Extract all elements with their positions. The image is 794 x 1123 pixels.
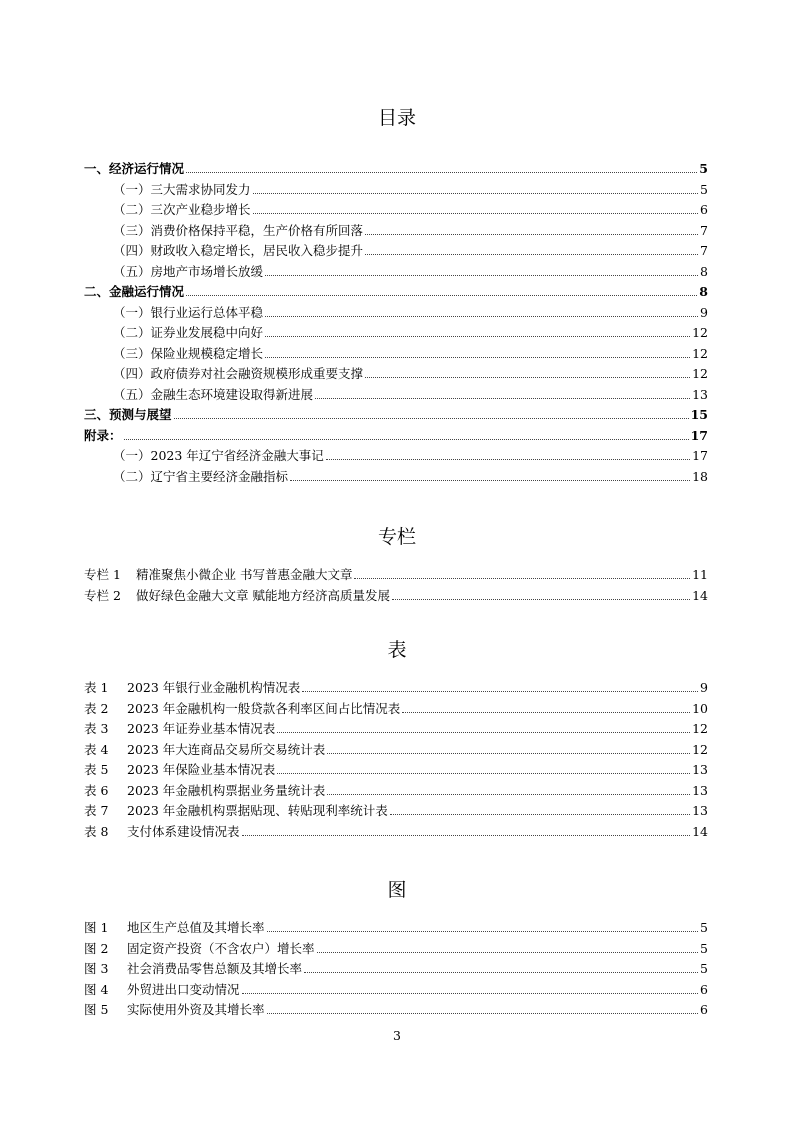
leader-dots	[265, 357, 690, 358]
toc-entry-label: 三、预测与展望	[84, 407, 172, 422]
leader-dots	[327, 753, 690, 754]
toc-entry[interactable]	[113, 303, 708, 324]
leader-dots	[304, 972, 698, 973]
leader-dots	[327, 794, 690, 795]
column-entry-label: 精准聚焦小微企业 书写普惠金融大文章	[136, 567, 353, 582]
toc-entry-label: （三）保险业规模稳定增长	[113, 345, 264, 361]
toc-entry-page: 8	[700, 263, 708, 279]
toc-entry-page: 7	[700, 243, 708, 258]
leader-dots	[302, 691, 698, 692]
toc-entry-page: 13	[692, 386, 708, 402]
toc-entry[interactable]	[113, 344, 708, 365]
table-entry-label: 2023 年银行业金融机构情况表	[127, 680, 301, 695]
leader-dots	[277, 732, 690, 733]
table-entry-number: 表 6	[84, 782, 109, 798]
columns-heading: 专栏	[377, 526, 416, 548]
toc-entry-page: 15	[690, 407, 708, 422]
leader-dots	[267, 1013, 699, 1014]
toc-entry-label: （一）2023 年辽宁省经济金融大事记	[113, 448, 324, 463]
table-list-entry[interactable]	[84, 760, 708, 781]
toc-entry-label: （二）证券业发展稳中向好	[113, 325, 264, 340]
figure-list-entry[interactable]	[84, 939, 708, 960]
toc-entry[interactable]	[113, 241, 708, 262]
figure-entry-number: 图 3	[84, 961, 109, 976]
column-entry-page: 14	[692, 587, 708, 603]
toc-entry-page: 17	[690, 427, 708, 443]
leader-dots	[365, 234, 698, 235]
leader-dots	[242, 835, 691, 836]
toc-entry[interactable]	[113, 180, 708, 201]
toc-entry[interactable]	[113, 364, 708, 385]
toc-entry-label: （五）金融生态环境建设取得新进展	[113, 386, 314, 402]
column-entry[interactable]	[84, 586, 708, 607]
table-list-entry[interactable]	[84, 719, 708, 740]
column-entry-page: 11	[692, 567, 708, 582]
table-list-entry[interactable]	[84, 822, 708, 843]
column-entry[interactable]	[84, 565, 708, 586]
toc-entry-page: 17	[692, 448, 708, 463]
toc-entry[interactable]	[113, 221, 708, 242]
table-entry-page: 13	[692, 803, 708, 818]
leader-dots	[402, 712, 690, 713]
table-entry-page: 13	[692, 782, 708, 798]
table-entry-page: 9	[700, 680, 708, 695]
table-entry-number: 表 4	[84, 741, 109, 757]
leader-dots	[186, 172, 697, 173]
leader-dots	[242, 993, 699, 994]
figure-list-entry[interactable]	[84, 959, 708, 980]
table-list-entry[interactable]	[84, 678, 708, 699]
table-entry-number: 表 1	[84, 680, 109, 695]
table-entry-label: 2023 年证券业基本情况表	[127, 721, 276, 736]
toc-entry-page: 5	[700, 181, 708, 197]
toc-entry-label: （四）政府债券对社会融资规模形成重要支撑	[113, 366, 364, 381]
toc-entry-label: （五）房地产市场增长放缓	[113, 263, 264, 279]
table-entry-label: 2023 年大连商品交易所交易统计表	[127, 741, 326, 757]
column-entry-label: 做好绿色金融大文章 赋能地方经济高质量发展	[136, 587, 390, 603]
table-list-entry[interactable]	[84, 740, 708, 761]
toc-entry-label: （一）三大需求协同发力	[113, 181, 251, 197]
toc-entry-label: （一）银行业运行总体平稳	[113, 304, 264, 320]
toc-entry-page: 12	[692, 366, 708, 381]
figure-list-entry[interactable]	[84, 1000, 708, 1021]
toc-entry[interactable]	[113, 446, 708, 467]
leader-dots	[290, 480, 690, 481]
figure-entry-number: 图 5	[84, 1002, 109, 1017]
leader-dots	[365, 377, 690, 378]
toc-entry-page: 6	[700, 202, 708, 217]
table-entry-number: 表 5	[84, 762, 109, 777]
toc-entry-label: 附录：	[84, 427, 122, 443]
table-entry-number: 表 7	[84, 803, 109, 818]
table-entry-label: 支付体系建设情况表	[127, 823, 240, 839]
toc-entry[interactable]	[113, 200, 708, 221]
figure-entry-page: 5	[700, 961, 708, 976]
table-entry-page: 10	[692, 700, 708, 716]
toc-entry-page: 12	[692, 345, 708, 361]
toc-entry-page: 5	[699, 161, 708, 176]
leader-dots	[265, 336, 690, 337]
toc-entry-label: （二）辽宁省主要经济金融指标	[113, 468, 289, 484]
leader-dots	[186, 295, 697, 296]
leader-dots	[277, 773, 690, 774]
table-entry-label: 2023 年保险业基本情况表	[127, 762, 276, 777]
table-entry-number: 表 2	[84, 700, 109, 716]
figure-entry-number: 图 1	[84, 920, 109, 935]
figure-entry-number: 图 4	[84, 981, 109, 997]
toc-entry[interactable]	[113, 467, 708, 488]
leader-dots	[365, 254, 698, 255]
toc-entry-label: （二）三次产业稳步增长	[113, 202, 251, 217]
table-entry-label: 2023 年金融机构票据贴现、转贴现利率统计表	[127, 803, 388, 818]
figure-entry-label: 固定资产投资（不含农户）增长率	[127, 940, 315, 956]
toc-entry[interactable]	[84, 159, 708, 180]
toc-entry-label: （三）消费价格保持平稳，生产价格有所回落	[113, 222, 364, 238]
figure-entry-label: 社会消费品零售总额及其增长率	[127, 961, 303, 976]
table-entry-label: 2023 年金融机构票据业务量统计表	[127, 782, 326, 798]
toc-entry[interactable]	[113, 323, 708, 344]
figure-entry-number: 图 2	[84, 940, 109, 956]
figure-entry-page: 6	[700, 981, 708, 997]
table-entry-label: 2023 年金融机构一般贷款各利率区间占比情况表	[127, 700, 401, 716]
figure-entry-page: 5	[700, 940, 708, 956]
figures-heading: 图	[387, 879, 407, 901]
contents-heading: 目录	[377, 107, 416, 129]
toc-entry[interactable]	[113, 385, 708, 406]
leader-dots	[315, 398, 690, 399]
table-entry-page: 12	[692, 741, 708, 757]
toc-entry[interactable]	[84, 282, 708, 303]
leader-dots	[265, 316, 698, 317]
table-entry-number: 表 3	[84, 721, 109, 736]
toc-entry-label: 一、经济运行情况	[84, 161, 185, 176]
table-entry-page: 13	[692, 762, 708, 777]
table-entry-page: 12	[692, 721, 708, 736]
page-number: 3	[393, 1028, 401, 1043]
toc-entry-page: 8	[699, 284, 708, 299]
figure-entry-label: 外贸进出口变动情况	[127, 981, 240, 997]
leader-dots	[253, 213, 699, 214]
leader-dots	[326, 459, 690, 460]
toc-entry[interactable]	[84, 405, 708, 426]
toc-entry-page: 9	[700, 304, 708, 320]
leader-dots	[317, 952, 699, 953]
leader-dots	[354, 578, 690, 579]
toc-entry-page: 12	[692, 325, 708, 340]
toc-entry-page: 18	[692, 468, 708, 484]
column-entry-number: 专栏 1	[84, 567, 121, 582]
figure-list-entry[interactable]	[84, 918, 708, 939]
table-entry-page: 14	[692, 823, 708, 839]
leader-dots	[392, 599, 690, 600]
figure-entry-label: 实际使用外资及其增长率	[127, 1002, 265, 1017]
figure-entry-page: 5	[700, 920, 708, 935]
tables-heading: 表	[387, 639, 407, 661]
toc-entry-page: 7	[700, 222, 708, 238]
table-list-entry[interactable]	[84, 781, 708, 802]
figure-entry-page: 6	[700, 1002, 708, 1017]
toc-entry[interactable]	[113, 262, 708, 283]
table-list-entry[interactable]	[84, 699, 708, 720]
leader-dots	[267, 931, 699, 932]
toc-entry[interactable]	[84, 426, 708, 447]
figure-list-entry[interactable]	[84, 980, 708, 1001]
leader-dots	[124, 439, 689, 440]
toc-entry-label: （四）财政收入稳定增长，居民收入稳步提升	[113, 243, 364, 258]
leader-dots	[265, 275, 698, 276]
leader-dots	[253, 193, 699, 194]
table-list-entry[interactable]	[84, 801, 708, 822]
leader-dots	[174, 418, 689, 419]
leader-dots	[390, 814, 690, 815]
table-entry-number: 表 8	[84, 823, 109, 839]
column-entry-number: 专栏 2	[84, 587, 121, 603]
figure-entry-label: 地区生产总值及其增长率	[127, 920, 265, 935]
toc-entry-label: 二、金融运行情况	[84, 284, 185, 299]
